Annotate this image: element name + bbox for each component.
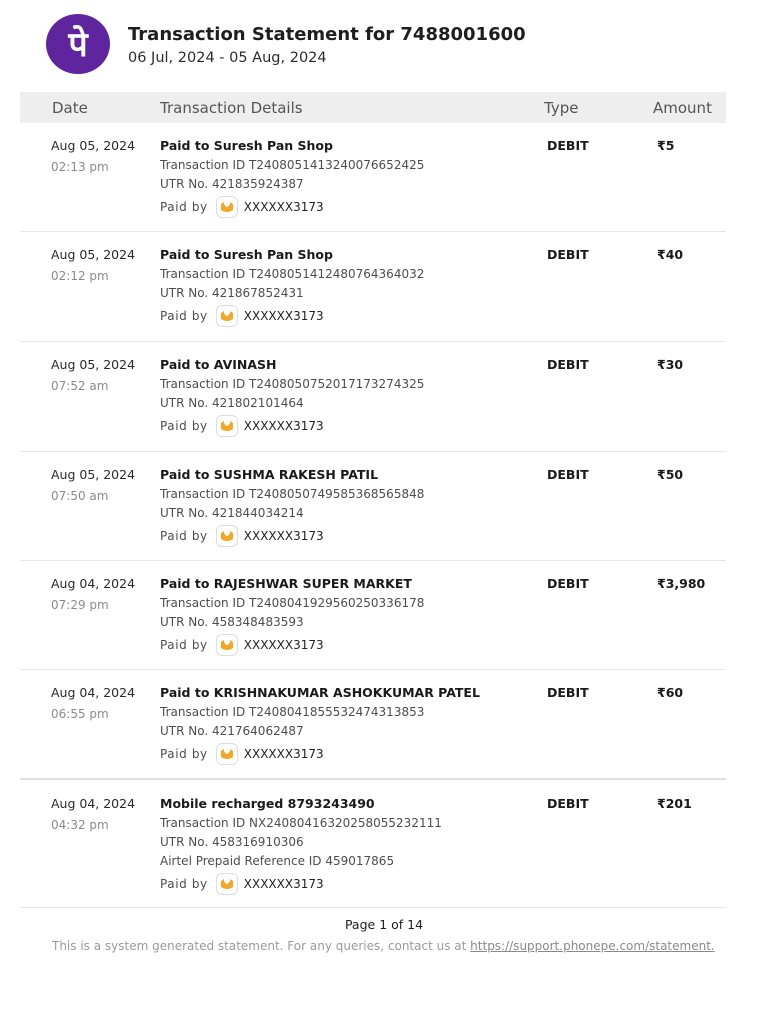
bank-account-icon	[216, 196, 238, 218]
account-number: XXXXXX3173	[243, 200, 324, 214]
transaction-type: DEBIT	[547, 685, 589, 700]
paid-by	[160, 305, 540, 327]
utr-number: UTR No. 458316910306	[160, 835, 304, 849]
transaction-amount: ₹60	[657, 685, 684, 700]
bank-account-icon	[216, 634, 238, 656]
transaction-id: Transaction ID T2408050752017173274325	[160, 377, 425, 391]
utr-number: UTR No. 421835924387	[160, 177, 304, 191]
paid-by-label: Paid by	[160, 638, 208, 652]
transaction-type: DEBIT	[547, 576, 589, 591]
paid-by	[160, 634, 540, 656]
transaction-details	[160, 247, 540, 327]
transaction-details	[160, 576, 540, 656]
transaction-date: Aug 04, 2024	[51, 796, 136, 811]
utr-number: UTR No. 421867852431	[160, 286, 304, 300]
paid-by-label: Paid by	[160, 200, 208, 214]
bank-account-icon	[216, 743, 238, 765]
page-number: Page 1 of 14	[344, 917, 424, 932]
transaction-type: DEBIT	[547, 247, 589, 262]
paid-by-label: Paid by	[160, 747, 208, 761]
transaction-title: Paid to SUSHMA RAKESH PATIL	[160, 467, 379, 482]
transaction-time: 02:12 pm	[51, 269, 109, 283]
table-row	[20, 123, 726, 232]
transaction-id: Transaction ID T2408051412480764364032	[160, 267, 425, 281]
transaction-date: Aug 05, 2024	[51, 138, 136, 153]
transaction-type: DEBIT	[547, 796, 589, 811]
table-row	[20, 342, 726, 452]
transaction-amount: ₹3,980	[657, 576, 706, 591]
transaction-id: Transaction ID T2408050749585368565848	[160, 487, 425, 501]
transaction-amount: ₹30	[657, 357, 684, 372]
utr-number: UTR No. 421764062487	[160, 724, 304, 738]
account-number: XXXXXX3173	[243, 638, 324, 652]
transaction-amount: ₹201	[657, 796, 692, 811]
transaction-date: Aug 05, 2024	[51, 247, 136, 262]
column-type: Type	[544, 99, 579, 117]
bank-account-icon	[216, 415, 238, 437]
transaction-amount: ₹50	[657, 467, 684, 482]
table-row	[20, 452, 726, 561]
table-row	[20, 781, 726, 908]
paid-by	[160, 873, 540, 895]
transaction-title: Paid to RAJESHWAR SUPER MARKET	[160, 576, 412, 591]
bank-account-icon	[216, 305, 238, 327]
paid-by-label: Paid by	[160, 419, 208, 433]
transaction-details	[160, 467, 540, 547]
transaction-details	[160, 357, 540, 437]
transaction-details	[160, 685, 540, 765]
transaction-time: 07:50 am	[51, 489, 109, 503]
transaction-title: Paid to AVINASH	[160, 357, 277, 372]
paid-by-label: Paid by	[160, 309, 208, 323]
column-date: Date	[52, 99, 88, 117]
transaction-title: Paid to Suresh Pan Shop	[160, 138, 333, 153]
transaction-date: Aug 04, 2024	[51, 685, 136, 700]
operator-reference-id: Airtel Prepaid Reference ID 459017865	[160, 854, 395, 868]
paid-by	[160, 743, 540, 765]
column-amount: Amount	[653, 99, 712, 117]
svg-text:पे: पे	[68, 25, 88, 65]
transaction-amount: ₹5	[657, 138, 675, 153]
phonepe-logo	[46, 14, 110, 74]
transaction-time: 07:52 am	[51, 379, 109, 393]
transaction-title: Paid to Suresh Pan Shop	[160, 247, 333, 262]
transaction-time: 04:32 pm	[51, 818, 109, 832]
transaction-id: Transaction ID NX24080416320258055232111	[160, 816, 442, 830]
transaction-date: Aug 04, 2024	[51, 576, 136, 591]
bank-account-icon	[216, 525, 238, 547]
transaction-title: Mobile recharged 8793243490	[160, 796, 375, 811]
transaction-type: DEBIT	[547, 467, 589, 482]
transaction-time: 06:55 pm	[51, 707, 109, 721]
account-number: XXXXXX3173	[243, 747, 324, 761]
transaction-amount: ₹40	[657, 247, 684, 262]
utr-number: UTR No. 421802101464	[160, 396, 304, 410]
account-number: XXXXXX3173	[243, 877, 324, 891]
column-transaction-details: Transaction Details	[160, 99, 303, 117]
transaction-type: DEBIT	[547, 138, 589, 153]
transaction-id: Transaction ID T2408051413240076652425	[160, 158, 425, 172]
table-row	[20, 561, 726, 670]
transaction-details	[160, 138, 540, 218]
support-link[interactable]: https://support.phonepe.com/statement.	[470, 939, 715, 953]
phonepe-logo-icon	[46, 14, 110, 74]
statement-date-range: 06 Jul, 2024 - 05 Aug, 2024	[128, 50, 327, 66]
footer-note	[52, 939, 715, 953]
account-number: XXXXXX3173	[243, 309, 324, 323]
transaction-time: 02:13 pm	[51, 160, 109, 174]
transaction-time: 07:29 pm	[51, 598, 109, 612]
transaction-id: Transaction ID T2408041855532474313853	[160, 705, 425, 719]
table-row	[20, 670, 726, 780]
paid-by	[160, 525, 540, 547]
paid-by	[160, 415, 540, 437]
transaction-id: Transaction ID T2408041929560250336178	[160, 596, 425, 610]
footer-text: This is a system generated statement. For any queries, contact us at	[52, 939, 467, 953]
transaction-type: DEBIT	[547, 357, 589, 372]
statement-title: Transaction Statement for 7488001600	[128, 24, 526, 45]
utr-number: UTR No. 458348483593	[160, 615, 304, 629]
table-header	[20, 92, 726, 123]
transaction-details	[160, 796, 540, 895]
paid-by	[160, 196, 540, 218]
paid-by-label: Paid by	[160, 529, 208, 543]
paid-by-label: Paid by	[160, 877, 208, 891]
transaction-date: Aug 05, 2024	[51, 357, 136, 372]
transaction-date: Aug 05, 2024	[51, 467, 136, 482]
transaction-title: Paid to KRISHNAKUMAR ASHOKKUMAR PATEL	[160, 685, 480, 700]
table-row	[20, 232, 726, 342]
bank-account-icon	[216, 873, 238, 895]
utr-number: UTR No. 421844034214	[160, 506, 304, 520]
account-number: XXXXXX3173	[243, 529, 324, 543]
account-number: XXXXXX3173	[243, 419, 324, 433]
